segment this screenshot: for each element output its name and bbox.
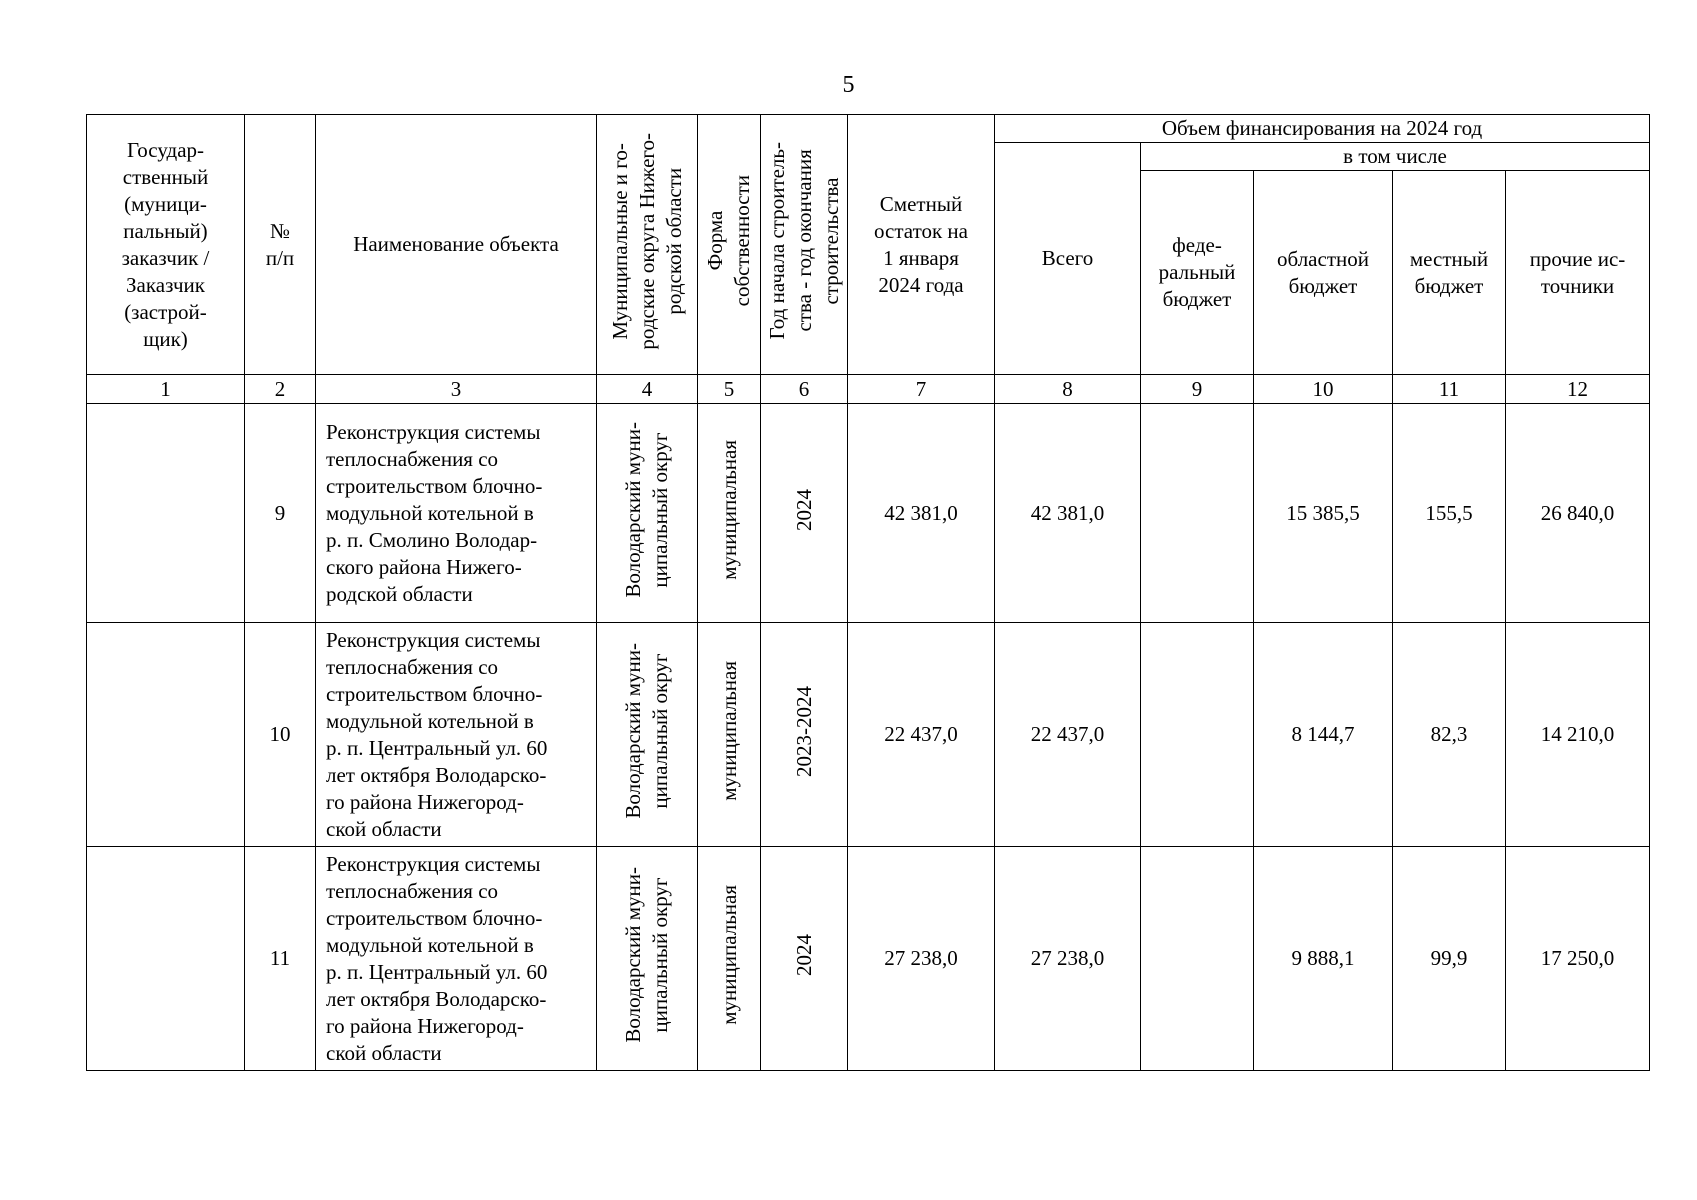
cell-customer xyxy=(87,623,245,847)
column-number: 9 xyxy=(1141,375,1254,404)
column-number: 3 xyxy=(316,375,597,404)
header-years: Год начала строитель- ства - год окончания строительства xyxy=(761,115,848,375)
cell-customer xyxy=(87,404,245,623)
table-row xyxy=(87,404,1650,623)
column-number: 2 xyxy=(245,375,316,404)
header-including: в том числе xyxy=(1141,143,1650,171)
cell-total: 42 381,0 xyxy=(995,404,1141,623)
cell-federal xyxy=(1141,847,1254,1071)
column-number-row xyxy=(87,375,1650,404)
cell-local: 82,3 xyxy=(1393,623,1506,847)
header-local: местный бюджет xyxy=(1393,171,1506,375)
column-number: 11 xyxy=(1393,375,1506,404)
cell-local: 155,5 xyxy=(1393,404,1506,623)
cell-total: 22 437,0 xyxy=(995,623,1141,847)
cell-total: 27 238,0 xyxy=(995,847,1141,1071)
column-number: 8 xyxy=(995,375,1141,404)
header-customer: Государ- ственный (муници- пальный) заказчик / Заказчик (застрой- щик) xyxy=(87,115,245,375)
cell-ownership: муниципальная xyxy=(698,847,761,1071)
financing-table xyxy=(86,114,1650,1071)
cell-ownership: муниципальная xyxy=(698,623,761,847)
cell-estimate: 42 381,0 xyxy=(848,404,995,623)
cell-years: 2023-2024 xyxy=(761,623,848,847)
column-number: 1 xyxy=(87,375,245,404)
cell-customer xyxy=(87,847,245,1071)
cell-number: 9 xyxy=(245,404,316,623)
header-federal: феде- ральный бюджет xyxy=(1141,171,1254,375)
header-estimate: Сметный остаток на 1 января 2024 года xyxy=(848,115,995,375)
cell-other: 26 840,0 xyxy=(1506,404,1650,623)
cell-federal xyxy=(1141,404,1254,623)
cell-years: 2024 xyxy=(761,404,848,623)
header-financing: Объем финансирования на 2024 год xyxy=(995,115,1650,143)
cell-other: 14 210,0 xyxy=(1506,623,1650,847)
column-number: 7 xyxy=(848,375,995,404)
cell-municipality: Володарский муни- ципальный округ xyxy=(597,404,698,623)
cell-regional: 9 888,1 xyxy=(1254,847,1393,1071)
header-ownership: Форма собственности xyxy=(698,115,761,375)
cell-federal xyxy=(1141,623,1254,847)
header-number: № п/п xyxy=(245,115,316,375)
cell-object-name: Реконструкция системы теплоснабжения со строительством блочно- модульной котельной в р. п. Смолино Володар- ского района Нижего- родской области xyxy=(316,404,597,623)
cell-years: 2024 xyxy=(761,847,848,1071)
column-number: 4 xyxy=(597,375,698,404)
column-number: 10 xyxy=(1254,375,1393,404)
column-number: 5 xyxy=(698,375,761,404)
header-other: прочие ис- точники xyxy=(1506,171,1650,375)
cell-regional: 15 385,5 xyxy=(1254,404,1393,623)
cell-number: 10 xyxy=(245,623,316,847)
header-object-name: Наименование объекта xyxy=(316,115,597,375)
cell-object-name: Реконструкция системы теплоснабжения со строительством блочно- модульной котельной в р. п. Центральный ул. 60 лет октября Володарско- го района Нижегород- ской области xyxy=(316,623,597,847)
header-municipality: Муниципальные и го- родские округа Нижего- родской области xyxy=(597,115,698,375)
cell-municipality: Володарский муни- ципальный округ xyxy=(597,847,698,1071)
cell-estimate: 22 437,0 xyxy=(848,623,995,847)
table-row xyxy=(87,623,1650,847)
column-number: 6 xyxy=(761,375,848,404)
header-regional: областной бюджет xyxy=(1254,171,1393,375)
cell-estimate: 27 238,0 xyxy=(848,847,995,1071)
cell-number: 11 xyxy=(245,847,316,1071)
cell-municipality: Володарский муни- ципальный округ xyxy=(597,623,698,847)
cell-other: 17 250,0 xyxy=(1506,847,1650,1071)
header-total: Всего xyxy=(995,143,1141,375)
table-row xyxy=(87,847,1650,1071)
cell-ownership: муниципальная xyxy=(698,404,761,623)
page-number: 5 xyxy=(842,72,855,98)
cell-object-name: Реконструкция системы теплоснабжения со строительством блочно- модульной котельной в р. п. Центральный ул. 60 лет октября Володарско- го района Нижегород- ской области xyxy=(316,847,597,1071)
cell-regional: 8 144,7 xyxy=(1254,623,1393,847)
column-number: 12 xyxy=(1506,375,1650,404)
cell-local: 99,9 xyxy=(1393,847,1506,1071)
